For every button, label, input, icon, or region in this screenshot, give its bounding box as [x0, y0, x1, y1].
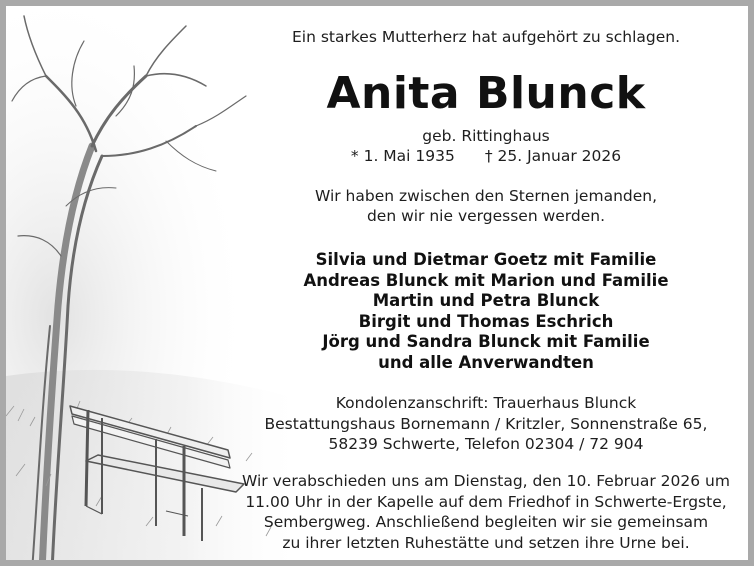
- farewell-line: Sembergweg. Anschließend begleiten wir sie gemeinsam: [263, 513, 709, 531]
- quote-line: den wir nie vergessen werden.: [366, 207, 606, 225]
- life-dates: [236, 126, 736, 166]
- farewell-line: Wir verabschieden uns am Dienstag, den 10. Februar 2026 um: [242, 472, 730, 490]
- mourner-line: Andreas Blunck mit Marion und Familie: [303, 270, 669, 290]
- contact-line: Kondolenzanschrift: Trauerhaus Blunck: [335, 394, 637, 412]
- deceased-name: Anita Blunck: [326, 68, 646, 119]
- farewell-line: zu ihrer letzten Ruhestätte und setzen ihre Urne bei.: [282, 533, 690, 552]
- quote-line: Wir haben zwischen den Sternen jemanden,: [314, 187, 658, 205]
- mourner-line: Birgit und Thomas Eschrich: [358, 311, 614, 331]
- condolence-address: [236, 393, 736, 455]
- death-date: † 25. Januar 2026: [484, 147, 622, 165]
- contact-line: 58239 Schwerte, Telefon 02304 / 72 904: [328, 435, 644, 453]
- mourner-line: Jörg und Sandra Blunck mit Familie: [322, 332, 650, 351]
- intro-line: Ein starkes Mutterherz hat aufgehört zu schlagen.: [291, 28, 681, 46]
- memorial-quote: [236, 186, 736, 226]
- dates-row: [236, 146, 736, 166]
- mourners-list: [236, 250, 736, 373]
- mourner-line: Martin und Petra Blunck: [372, 291, 600, 310]
- farewell-notice: [236, 471, 736, 553]
- mourner-line: Silvia und Dietmar Goetz mit Familie: [315, 250, 657, 269]
- maiden-name: geb. Rittinghaus: [422, 127, 550, 145]
- birth-date: * 1. Mai 1935: [350, 147, 455, 165]
- farewell-line: 11.00 Uhr in der Kapelle auf dem Friedhof in Schwerte-Ergste,: [245, 492, 727, 511]
- contact-line: Bestattungshaus Bornemann / Kritzler, Sonnenstraße 65,: [264, 414, 708, 433]
- mourner-line: und alle Anverwandten: [378, 352, 594, 372]
